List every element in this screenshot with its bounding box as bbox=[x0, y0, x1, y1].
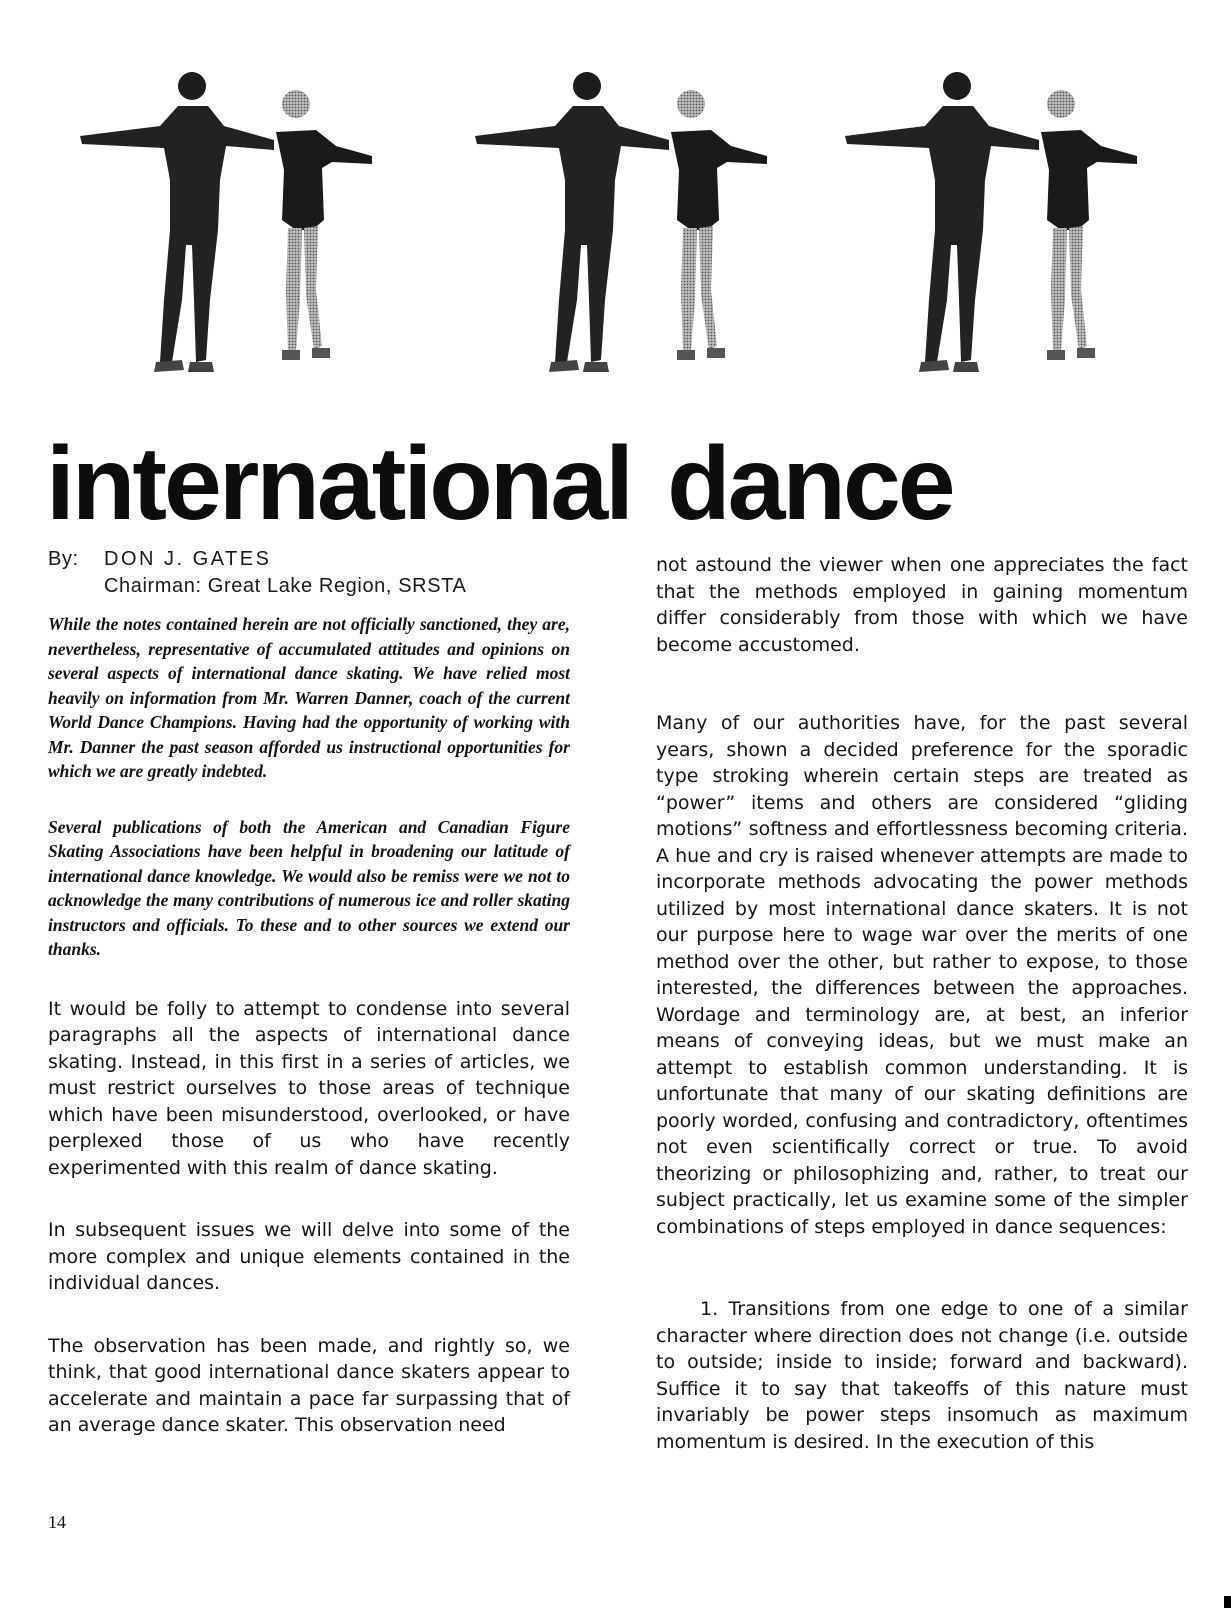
body-paragraph: not astound the viewer when one appreciates the fact that the methods employed in gaining momentum differ considerably from those with which we have become accustomed. bbox=[656, 554, 1188, 656]
left-column bbox=[48, 612, 570, 1439]
skating-pair-figure-2 bbox=[455, 70, 775, 400]
body-paragraph: Many of our authorities have, for the past several years, shown a decided preference for the sporadic type stroking wherein certain steps are treated as “power” items and others are considered “gliding motions” softness and effortlessness becoming criteria. A hue and cry is raised whenever attempts are made to incorporate methods advocating the power methods utilized by most international dance skaters. It is not our purpose here to wage war over the merits of one method over the other, but rather to expose, to those interested, the differences between the approaches. Wordage and terminology are, at best, an inferior means of conveying ideas, but we must make an attempt to establish common understanding. It is unfortunate that many of our skating definitions are poorly worded, confusing and contradictory, oftentimes not even scientifically correct or true. To avoid theorizing or philosophizing and, rather, to treat our subject practically, let us examine some of the simpler combinations of steps employed in dance sequences: bbox=[656, 712, 1188, 1238]
byline bbox=[48, 546, 466, 600]
skating-pair-icon bbox=[60, 70, 380, 400]
skating-pair-figure-1 bbox=[60, 70, 380, 400]
body-paragraph: It would be folly to attempt to condense into several paragraphs all the aspects of international dance skating. Instead, in this first in a series of articles, we must restrict ourselves to those areas of technique which have been misunderstood, overlooked, or have perplexed those of us who have recently experimented with this realm of dance skating. bbox=[48, 997, 570, 1179]
skating-pair-icon bbox=[825, 70, 1145, 400]
right-column bbox=[656, 552, 1188, 1455]
intro-paragraph: While the notes contained herein are not officially sanctioned, they are, nevertheless, representative of accumulated attitudes and opinions on several aspects of international dance skating. We have relied most heavily on information from Mr. Warren Danner, coach of the current World Dance Champions. Having had the opportunity of working with Mr. Danner the past season afforded us instructional opportunities for which we are greatly indebted. bbox=[48, 614, 570, 781]
page-number: 14 bbox=[48, 1512, 66, 1532]
author-name: DON J. GATES bbox=[104, 548, 272, 570]
by-label: By: bbox=[48, 548, 79, 570]
title-word-international: international bbox=[46, 426, 632, 542]
skating-figures-illustration bbox=[60, 70, 1170, 400]
byline-row-author bbox=[48, 546, 466, 573]
intro-paragraph: Several publications of both the American and Canadian Figure Skating Associations have been helpful in broadening our latitude of international dance knowledge. We would also be remiss were we not to acknowledge the many contributions of numerous ice and roller skating instructors and officials. To these and to other sources we extend our thanks. bbox=[48, 816, 570, 959]
article-title bbox=[46, 426, 953, 542]
skating-pair-icon bbox=[455, 70, 775, 400]
body-paragraph: The observation has been made, and rightly so, we think, that good international dance skaters appear to accelerate and maintain a pace far surpassing that of an average dance skater. This observation need bbox=[48, 1334, 570, 1436]
title-word-dance: dance bbox=[667, 426, 953, 542]
body-paragraph: In subsequent issues we will delve into some of the more complex and unique elements contained in the individual dances. bbox=[48, 1219, 570, 1294]
numbered-paragraph: 1. Transitions from one edge to one of a similar character where direction does not change (i.e. outside to outside; inside to inside; forward and backward). Suffice it to say that takeoffs of this nature must invariably be power steps insomuch as maximum momentum is desired. In the execution of this bbox=[656, 1298, 1188, 1453]
skating-pair-figure-3 bbox=[825, 70, 1145, 400]
author-role: Chairman: Great Lake Region, SRSTA bbox=[104, 575, 467, 597]
scan-edge-mark bbox=[1224, 1596, 1231, 1608]
